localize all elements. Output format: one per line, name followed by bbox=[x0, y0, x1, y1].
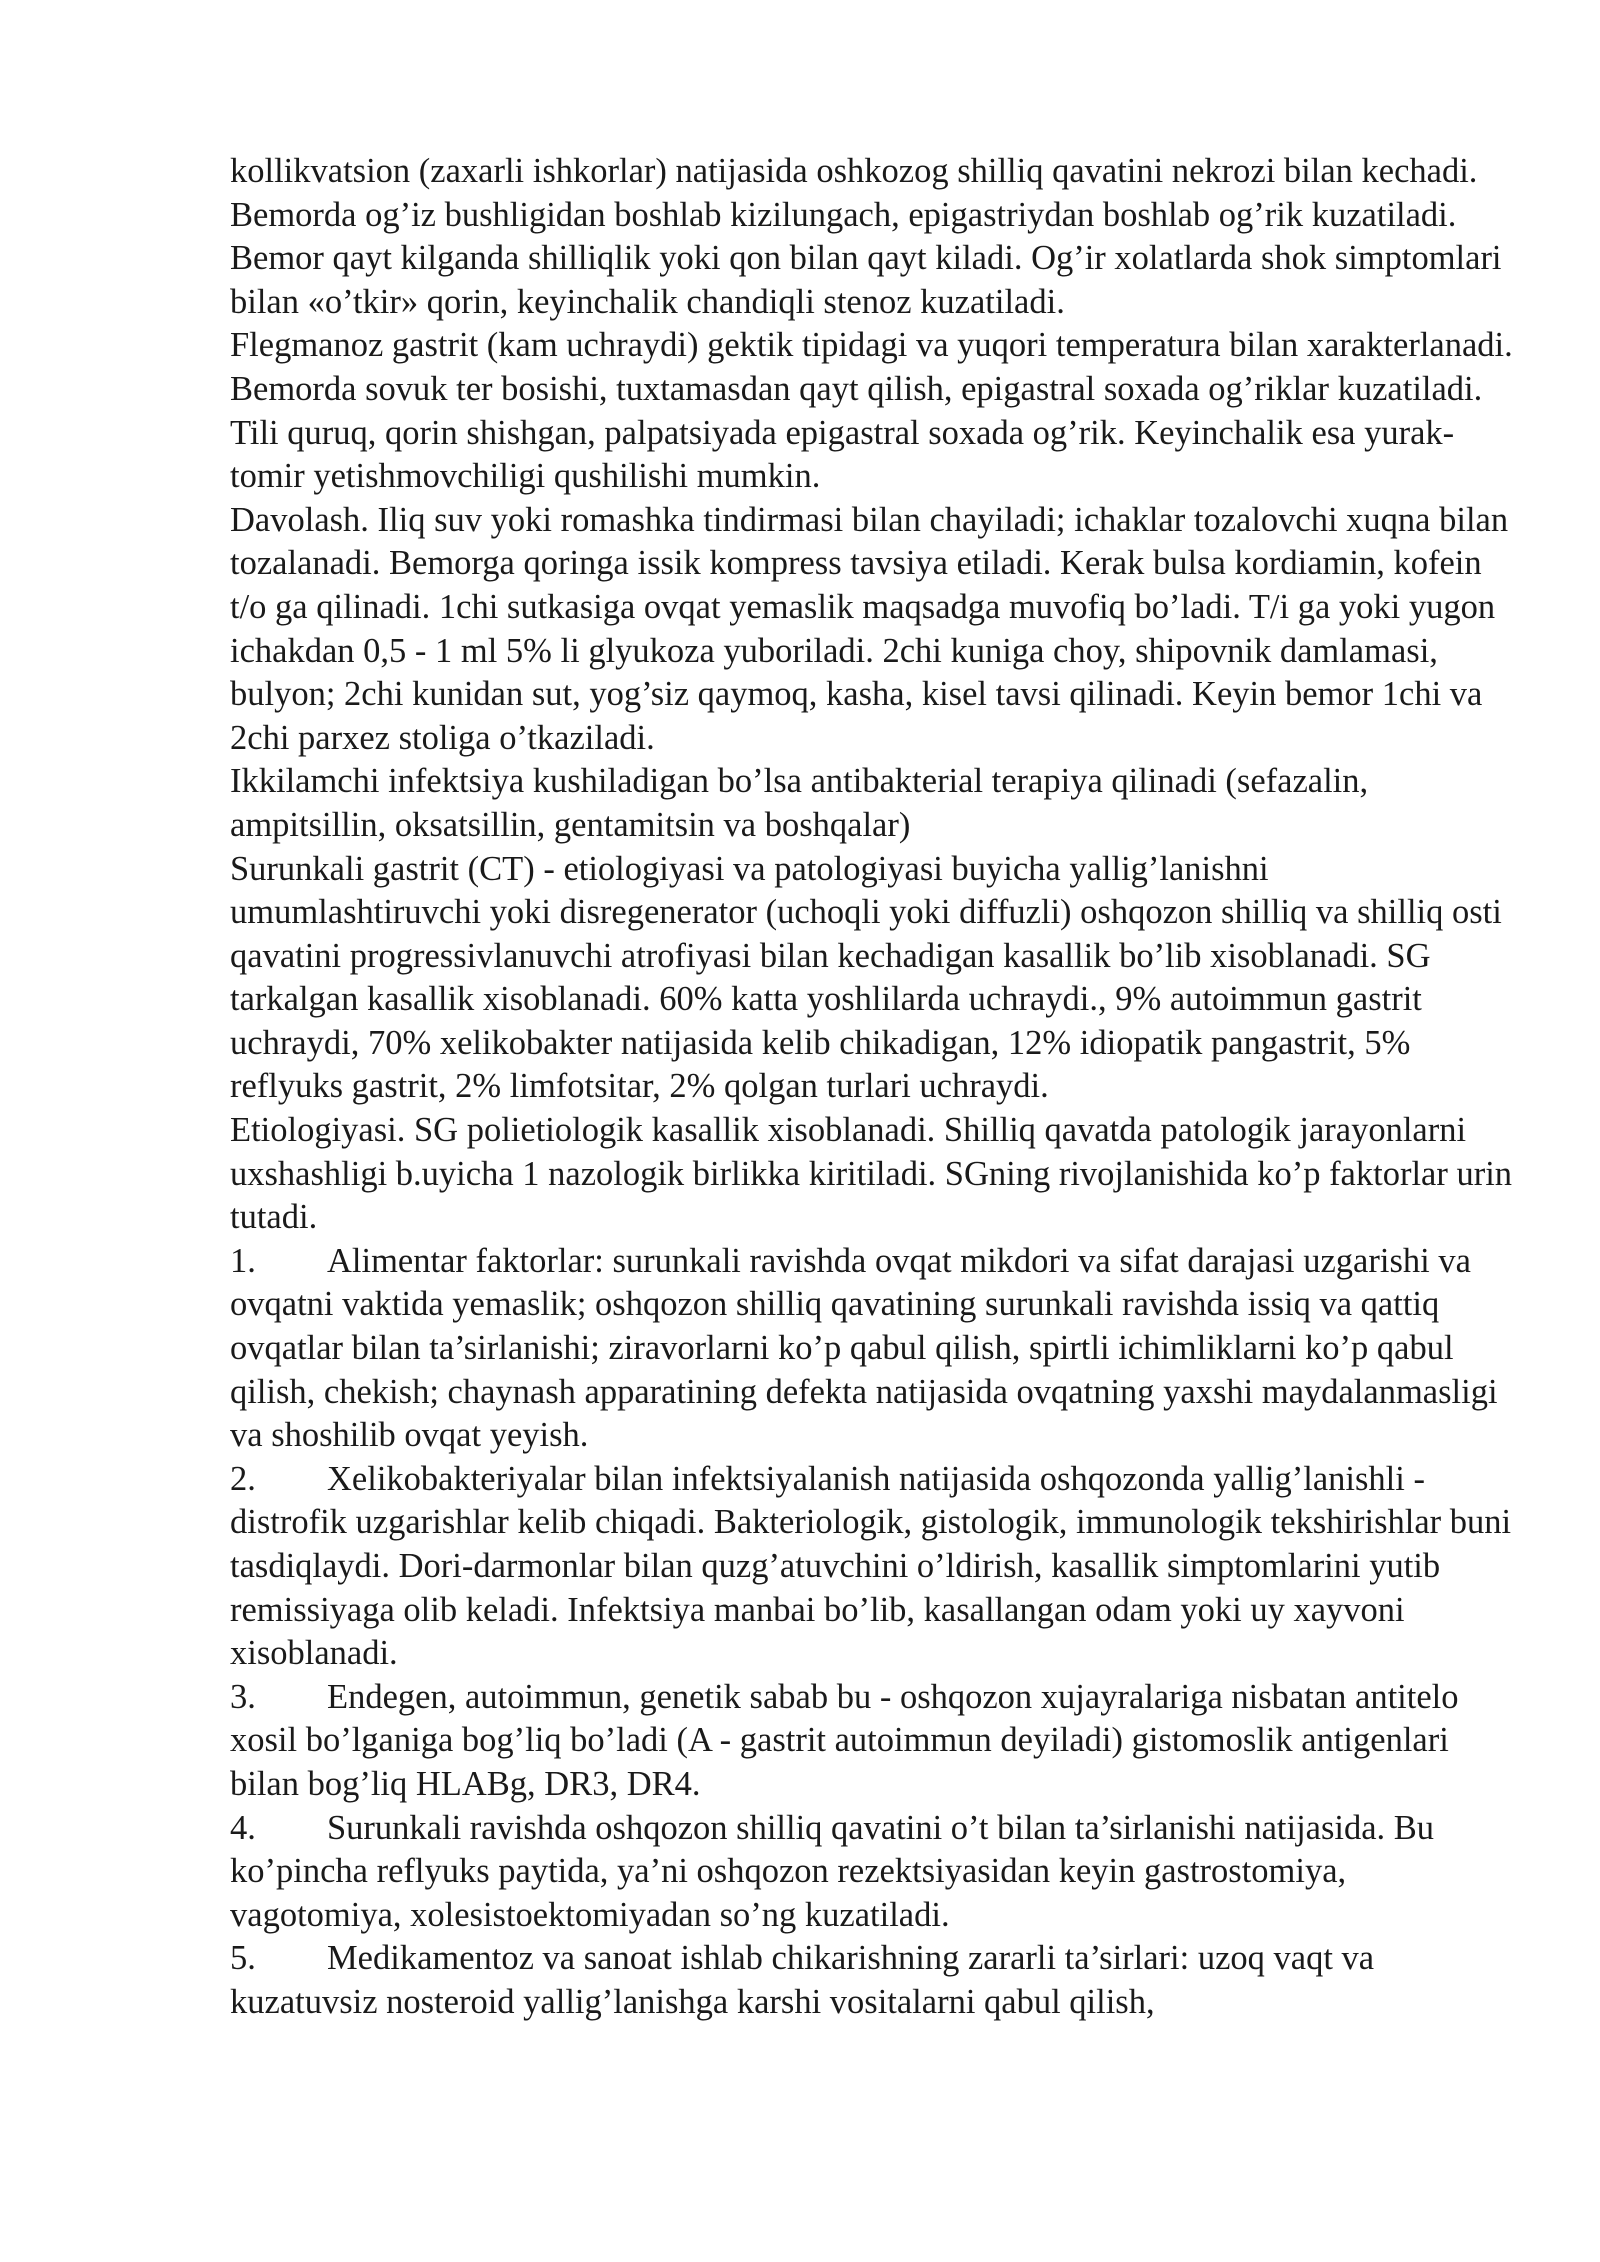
list-item-number: 5. bbox=[230, 1939, 256, 1978]
document-page bbox=[230, 150, 1520, 2025]
paragraph: Surunkali gastrit (CT) - etiologiyasi va patologiyasi buyicha yallig’lanishni umumlashtiruvchi yoki disregenerator (uchoqli yoki diffuzli) oshqozon shilliq va shilliq osti qavatini progressivlanuvchi atrofiyasi bilan kechadigan kasallik bo’lib xisoblanadi. SG tarkalgan kasallik xisoblanadi. 60% katta yoshlilarda uchraydi., 9% autoimmun gastrit uchraydi, 70% xelikobakter natijasida kelib chikadigan, 12% idiopatik pangastrit, 5% reflyuks gastrit, 2% limfotsitar, 2% qolgan turlari uchraydi. bbox=[230, 849, 1502, 1106]
list-item-number: 4. bbox=[230, 1808, 256, 1847]
list-item bbox=[230, 1676, 1520, 1807]
paragraph: Etiologiyasi. SG polietiologik kasallik xisoblanadi. Shilliq qavatda patologik jarayonlarni uxshashligi b.uyicha 1 nazologik birlikka kiritiladi. SGning rivojlanishida ko’p faktorlar urin tutadi. bbox=[230, 1111, 1513, 1237]
paragraph: kollikvatsion (zaxarli ishkorlar) natijasida oshkozog shilliq qavatini nekrozi bilan kechadi. Bemorda og’iz bushligidan boshlab kizilungach, epigastriydan boshlab og’rik kuzatiladi. Bemor qayt kilganda shilliqlik yoki qon bilan qayt kiladi. Og’ir xolatlarda shok simptomlari bilan «o’tkir» qorin, keyinchalik chandiqli stenoz kuzatiladi. bbox=[230, 152, 1502, 321]
list-item-number: 3. bbox=[230, 1677, 256, 1716]
list-item-number: 1. bbox=[230, 1241, 256, 1280]
list-item-text: Endegen, autoimmun, genetik sabab bu - oshqozon xujayralariga nisbatan antitelo xosil bo’lganiga bog’liq bo’ladi (A - gastrit autoimmun deyiladi) gistomoslik antigenlari bilan bog’liq HLABg, DR3, DR4. bbox=[230, 1677, 1459, 1803]
list-item bbox=[230, 1240, 1520, 1458]
list-item-text: Medikamentoz va sanoat ishlab chikarishning zararli ta’sirlari: uzoq vaqt va kuzatuvsiz nosteroid yallig’lanishga karshi vositalarni qabul qilish, bbox=[230, 1939, 1375, 2021]
list-item-text: Xelikobakteriyalar bilan infektsiyalanish natijasida oshqozonda yallig’lanishli - distrofik uzgarishlar kelib chiqadi. Bakteriologik, gistologik, immunologik tekshirishlar buni tasdiqlaydi. Dori-darmonlar bilan quzg’atuvchini o’ldirish, kasallik simptomlarini yutib remissiyaga olib keladi. Infektsiya manbai bo’lib, kasallangan odam yoki uy xayvoni xisoblanadi. bbox=[230, 1459, 1512, 1673]
list-item bbox=[230, 1937, 1520, 2024]
list-item bbox=[230, 1807, 1520, 1938]
paragraph: Davolash. Iliq suv yoki romashka tindirmasi bilan chayiladi; ichaklar tozalovchi xuqna bilan tozalanadi. Bemorga qoringa issik kompress tavsiya etiladi. Kerak bulsa kordiamin, kofein t/o ga qilinadi. 1chi sutkasiga ovqat yemaslik maqsadga muvofiq bo’ladi. T/i ga yoki yugon ichakdan 0,5 - 1 ml 5% li glyukoza yuboriladi. 2chi kuniga choy, shipovnik damlamasi, bulyon; 2chi kunidan sut, yog’siz qaymoq, kasha, kisel tavsi qilinadi. Keyin bemor 1chi va 2chi parxez stoliga o’tkaziladi. bbox=[230, 500, 1509, 757]
list-item-number: 2. bbox=[230, 1459, 256, 1498]
list-item bbox=[230, 1458, 1520, 1676]
paragraph: Ikkilamchi infektsiya kushiladigan bo’lsa antibakterial terapiya qilinadi (sefazalin, ampitsillin, oksatsillin, gentamitsin va boshqalar) bbox=[230, 762, 1369, 844]
list-item-text: Surunkali ravishda oshqozon shilliq qavatini o’t bilan ta’sirlanishi natijasida. Bu ko’pincha reflyuks paytida, ya’ni oshqozon rezektsiyasidan keyin gastrostomiya, vagotomiya, xolesistoektomiyadan so’ng kuzatiladi. bbox=[230, 1808, 1435, 1934]
paragraph: Flegmanoz gastrit (kam uchraydi) gektik tipidagi va yuqori temperatura bilan xarakterlanadi. Bemorda sovuk ter bosishi, tuxtamasdan qayt qilish, epigastral soxada og’riklar kuzatiladi. Tili quruq, qorin shishgan, palpatsiyada epigastral soxada og’rik. Keyinchalik esa yurak-tomir yetishmovchiligi qushilishi mumkin. bbox=[230, 326, 1513, 496]
list-item-text: Alimentar faktorlar: surunkali ravishda ovqat mikdori va sifat darajasi uzgarishi va ovqatni vaktida yemaslik; oshqozon shilliq qavatining surunkali ravishda issiq va qattiq ovqatlar bilan ta’sirlanishi; ziravorlarni ko’p qabul qilish, spirtli ichimliklarni ko’p qabul qilish, chekish; chaynash apparatining defekta natijasida ovqatning yaxshi maydalanmasligi va shoshilib ovqat yeyish. bbox=[230, 1241, 1498, 1455]
